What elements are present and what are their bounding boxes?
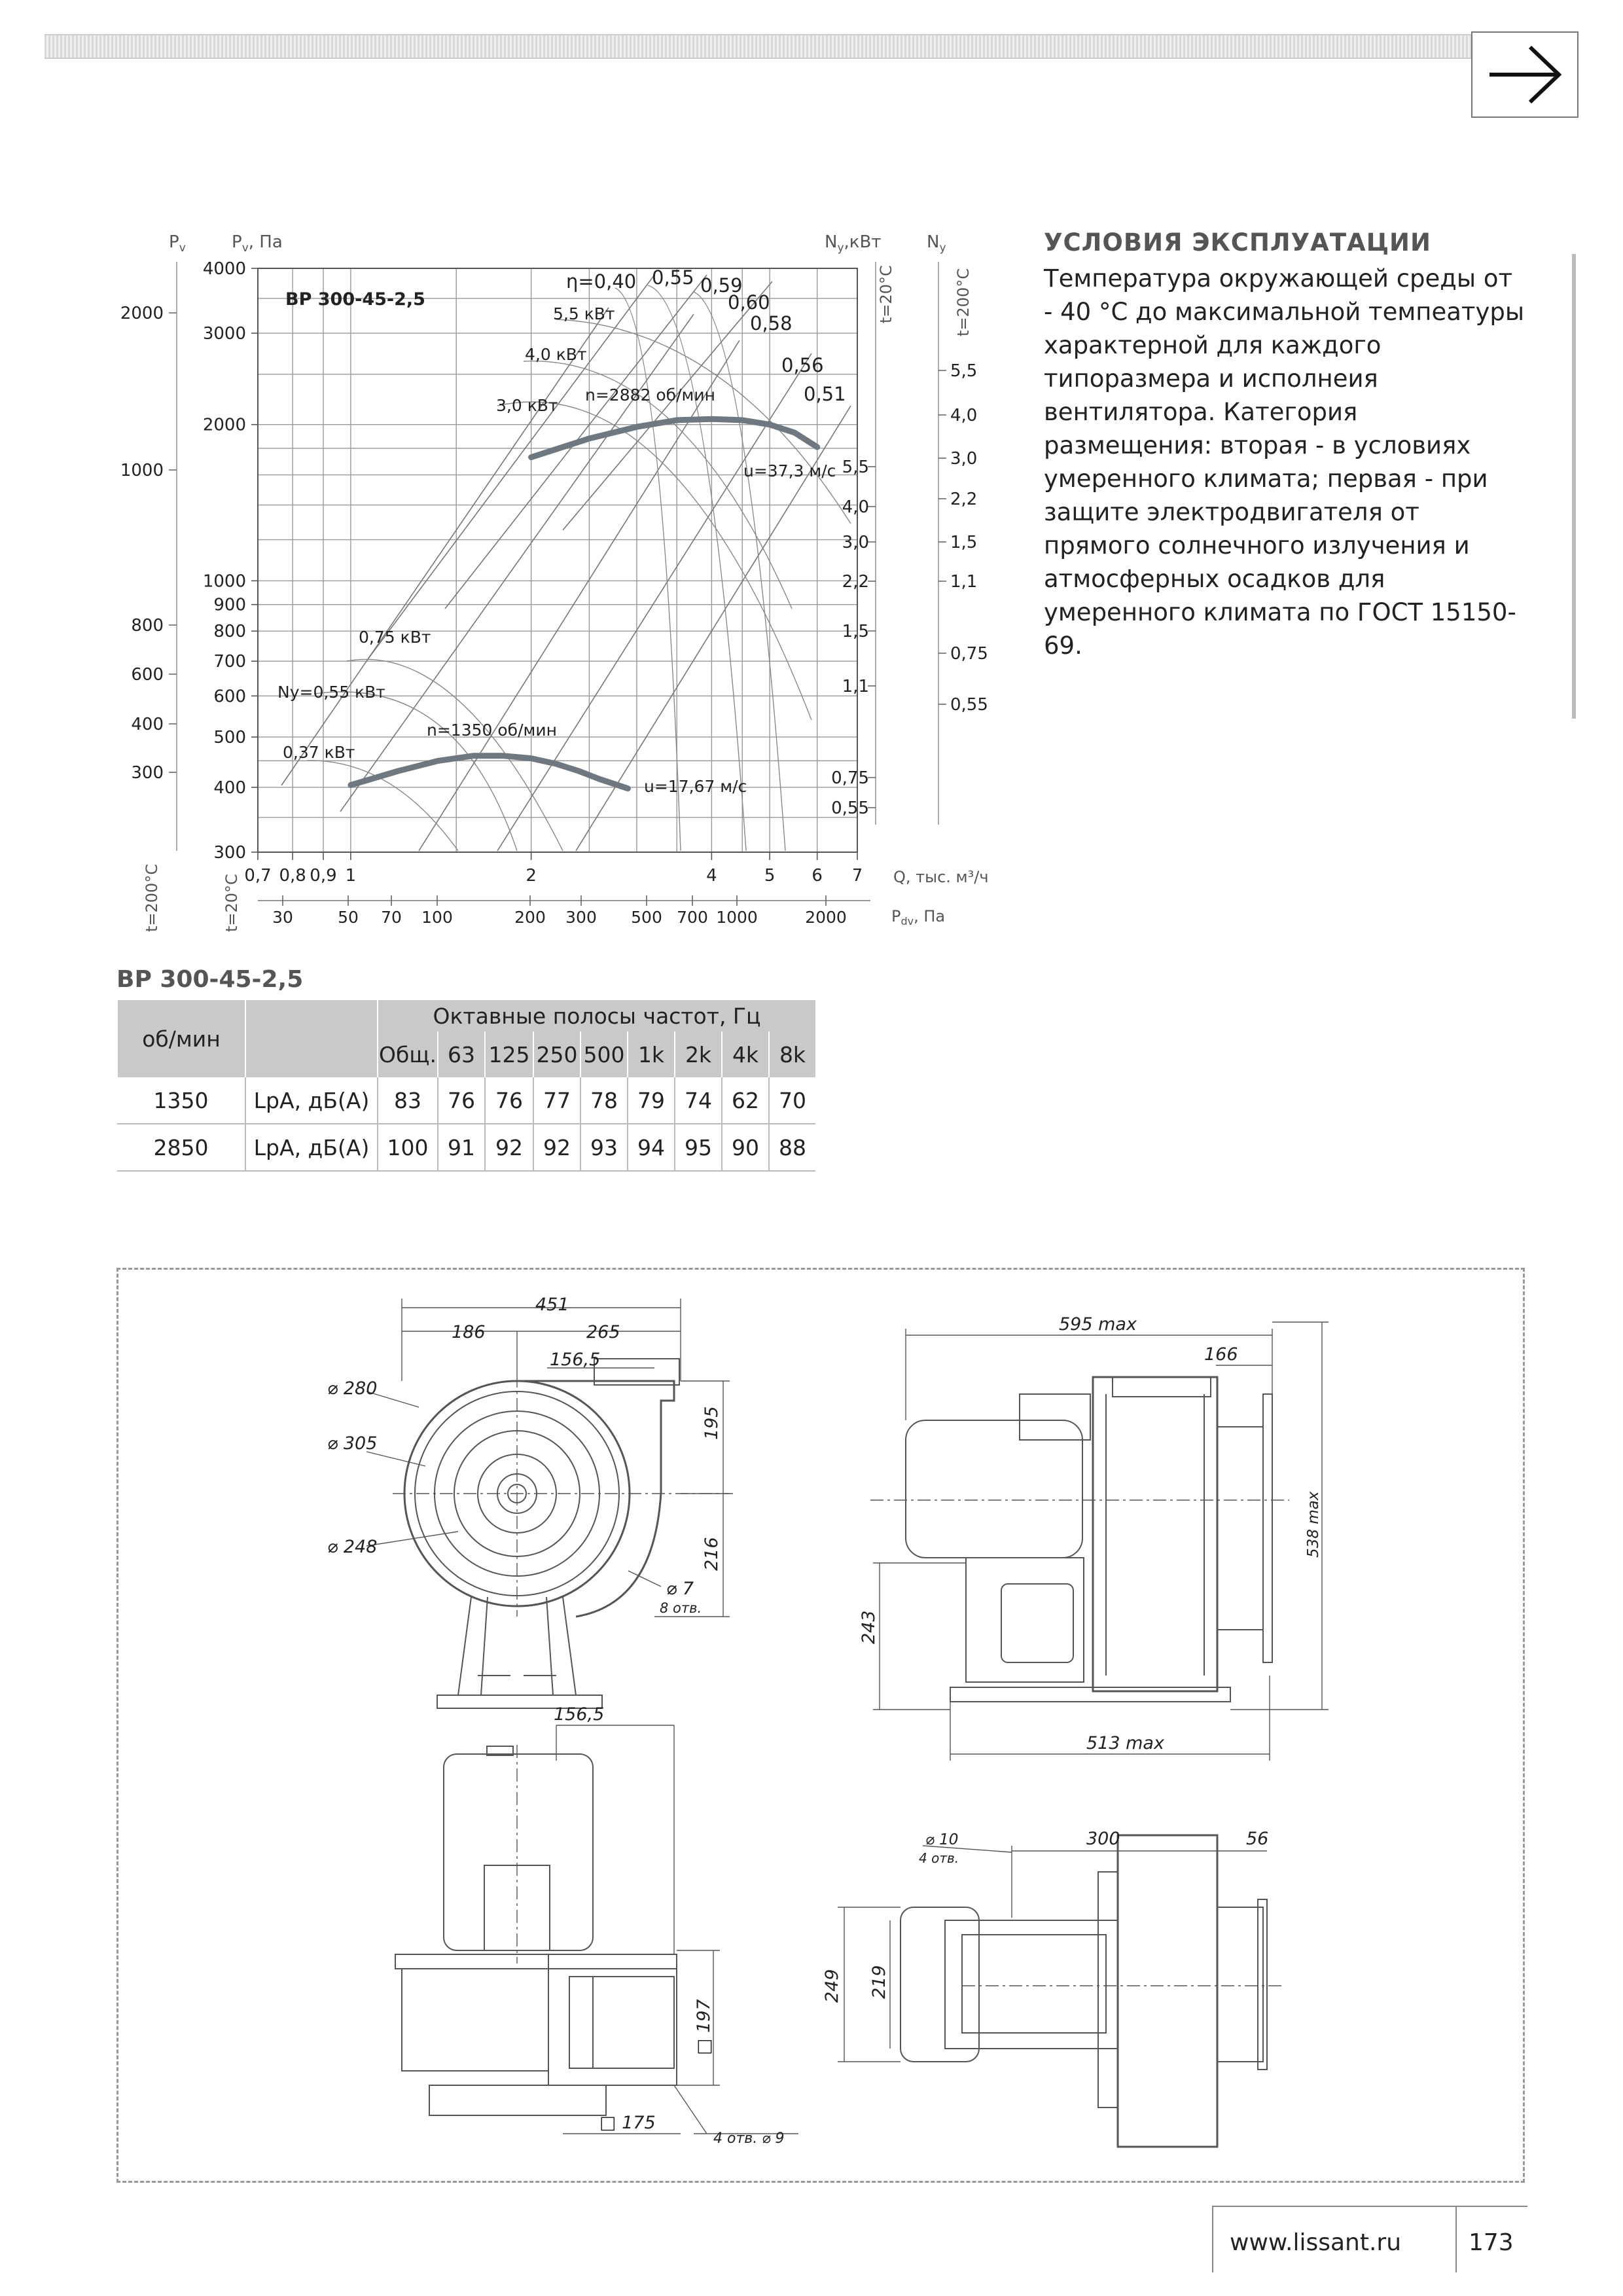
ny20-tick-label: 1,1 [842,677,869,696]
pv-tick-label: 2000 [202,415,246,435]
pv-tick-label: 600 [213,687,246,707]
pv200-tick-label: 600 [131,665,164,685]
dim-label: ⌀ 305 [327,1433,378,1454]
t20-label-left: t=20°C [223,874,241,932]
dim-label: 219 [869,1965,889,1999]
value-cell: 83 [378,1077,438,1124]
q-tick-label: 7 [851,866,863,886]
dim-label: 249 [822,1969,842,2003]
eta-label: 0,51 [804,383,846,405]
pv200-tick-label: 1000 [120,461,164,480]
pdv-tick-label: 100 [421,908,453,927]
value-cell: 100 [378,1124,438,1171]
dim-label: ⌀ 10 [925,1831,959,1848]
pv200-tick-label: 2000 [120,304,164,323]
value-cell: 74 [675,1077,722,1124]
pdv-tick-label: 700 [677,908,708,927]
t20-label-right: t=20°C [877,265,895,323]
pdv-tick-label: 70 [381,908,402,927]
t200-label-left: t=200°C [143,863,161,932]
ny20-tick-label: 5,5 [842,457,869,477]
ny200-tick-label: 3,0 [950,449,978,469]
conditions-title: УСЛОВИЯ ЭКСПЛУАТАЦИИ [1044,228,1431,257]
ny20-tick-label: 2,2 [842,572,869,592]
band-column-header: 1k [628,1031,675,1077]
eta-label: η=0,40 [566,270,637,293]
dim-label: ⌀ 248 [327,1537,378,1557]
value-cell: 79 [628,1077,675,1124]
page-footer [1212,2206,1527,2272]
dim-label: 4 отв. [919,1850,959,1866]
pv-tick-label: 300 [213,843,246,863]
band-column-header: 4k [722,1031,769,1077]
ny200-tick-label: 0,75 [950,644,988,664]
value-cell: 92 [485,1124,533,1171]
ny20-tick-label: 0,75 [831,768,869,788]
value-cell: 93 [580,1124,628,1171]
power-label: 5,5 кВт [553,304,615,323]
pv-tick-label: 700 [213,652,246,672]
eta-label: 0,60 [728,291,770,314]
q-tick-label: 6 [812,866,823,886]
rpm-high-label: n=2882 об/мин [585,386,715,404]
q-tick-label: 0,8 [279,866,306,886]
eta-label: 0,58 [750,312,793,334]
ny200-tick-label: 0,55 [950,695,988,715]
dim-label: 216 [702,1537,722,1571]
power-label: 3,0 кВт [496,396,558,415]
pv-tick-label: 900 [213,595,246,615]
power-label: 0,37 кВт [283,743,355,762]
band-column-header: 2k [675,1031,722,1077]
pv-tick-label: 4000 [202,259,246,279]
conditions-text: Температура окружающей среды от - 40 °С до максимальной темпеатуры характерной для каждого типоразмера и исполнеия вентилятора. Категория размещения: вторая - в условиях умеренного климата; первая - при защите электродвигателя от прямого солнечного излучения и атмосферных осадков для умеренного климата по ГОСТ 15150-69. [1044,264,1525,660]
value-cell: 76 [485,1077,533,1124]
ny20-tick-label: 4,0 [842,497,869,517]
value-cell: 77 [533,1077,580,1124]
dim-label: 156,5 [554,1704,605,1725]
band-column-header: Общ. [378,1031,438,1077]
dim-label: 595 max [1059,1314,1137,1335]
value-cell: 76 [438,1077,485,1124]
dim-label: 156,5 [550,1350,601,1370]
bands-header: Октавные полосы частот, Гц [378,1000,815,1031]
pdv-tick-label: 50 [338,908,359,927]
page-number: 173 [1469,2229,1514,2256]
value-cell: 94 [628,1124,675,1171]
ny20-tick-label: 1,5 [842,622,869,641]
dim-label: ⌀ 7 [666,1579,694,1599]
rpm-cell: 2850 [117,1124,245,1171]
eta-label: 0,56 [781,354,824,376]
noise-table-title: ВР 300-45-2,5 [116,966,304,993]
u-low-label: u=17,67 м/с [644,777,747,796]
dim-label: 186 [452,1322,486,1342]
band-column-header: 8k [769,1031,815,1077]
dim-label: 166 [1204,1344,1238,1365]
dim-label: 56 [1246,1829,1269,1849]
pv-tick-label: 3000 [202,324,246,344]
rpm-cell: 1350 [117,1077,245,1124]
value-cell: 91 [438,1124,485,1171]
ny200-tick-label: 1,1 [950,572,978,592]
value-cell: 62 [722,1077,769,1124]
u-high-label: u=37,3 м/с [743,461,836,480]
pdv-tick-label: 200 [514,908,546,927]
band-column-header: 125 [485,1031,533,1077]
ny20-tick-label: 0,55 [831,798,869,818]
rpm-low-label: n=1350 об/мин [427,721,557,740]
axis-pv-pa-title: $P_v$, Па [232,232,283,255]
axis-ny-right-title: $N_y$ [927,232,946,255]
pdv-tick-label: 2000 [805,908,847,927]
band-column-header: 250 [533,1031,580,1077]
pv200-tick-label: 300 [131,763,164,783]
pdv-tick-label: 300 [565,908,597,927]
pv200-tick-label: 800 [131,616,164,636]
unit-cell: LpA, дБ(А) [245,1124,378,1171]
pv-tick-label: 400 [213,778,246,798]
chart-model-label: ВР 300-45-2,5 [285,289,425,310]
value-cell: 70 [769,1077,815,1124]
eta-label: 0,59 [700,274,743,296]
pdv-tick-label: 500 [631,908,662,927]
band-column-header: 500 [580,1031,628,1077]
band-column-header: 63 [438,1031,485,1077]
dim-label: 265 [586,1322,620,1342]
dim-label: 4 отв. ⌀ 9 [713,2130,785,2147]
side-view [870,1322,1329,1761]
pv200-tick-label: 400 [131,715,164,734]
dim-label: □ 197 [694,1999,714,2055]
pdv-tick-label: 1000 [716,908,758,927]
axis-ny-kw-title: $N_y,кВт$ [825,232,882,255]
ny200-tick-label: 4,0 [950,406,978,425]
dim-label: 195 [702,1406,722,1440]
eta-label: 0,55 [652,266,694,289]
top-view [395,1725,798,2134]
pv-tick-label: 500 [213,728,246,748]
power-label: 4,0 кВт [525,345,587,364]
dim-label: 538 max [1305,1491,1322,1558]
t200-label-right: t=200°C [954,268,972,336]
dim-label: 451 [535,1295,569,1315]
q-axis-title: Q, тыс. м³/ч [893,868,989,886]
axis-pv-left-title: $P_v$ [169,232,186,255]
pv-tick-label: 1000 [202,571,246,592]
dim-label: 300 [1086,1829,1120,1849]
value-cell: 95 [675,1124,722,1171]
dim-label: 243 [859,1610,879,1644]
dim-label: □ 175 [599,2113,656,2133]
q-tick-label: 2 [526,866,537,886]
pdv-tick-label: 30 [272,908,293,927]
q-tick-label: 0,7 [244,866,272,886]
footer-divider [1455,2207,1457,2272]
ny20-tick-label: 3,0 [842,533,869,552]
plan-view [838,1835,1283,2147]
ny200-tick-label: 5,5 [950,361,978,381]
q-tick-label: 4 [706,866,717,886]
ny200-tick-label: 1,5 [950,533,978,552]
unit-cell: LpA, дБ(А) [245,1077,378,1124]
ny200-tick-label: 2,2 [950,490,978,509]
q-tick-label: 0,9 [310,866,337,886]
value-cell: 92 [533,1124,580,1171]
dim-label: 8 отв. [660,1600,702,1616]
pdv-axis-title: $P_{dv}$, Па [891,907,946,927]
q-tick-label: 1 [345,866,357,886]
power-label: Nу=0,55 кВт [277,683,385,702]
power-label: 0,75 кВт [359,628,431,647]
dim-label: ⌀ 280 [327,1378,378,1399]
value-cell: 90 [722,1124,769,1171]
q-tick-label: 5 [764,866,776,886]
dim-label: 513 max [1086,1733,1164,1753]
value-cell: 88 [769,1124,815,1171]
pv-tick-label: 800 [213,622,246,642]
value-cell: 78 [580,1077,628,1124]
rpm-header: об/мин [117,1000,245,1077]
website-link[interactable]: www.lissant.ru [1230,2229,1402,2256]
